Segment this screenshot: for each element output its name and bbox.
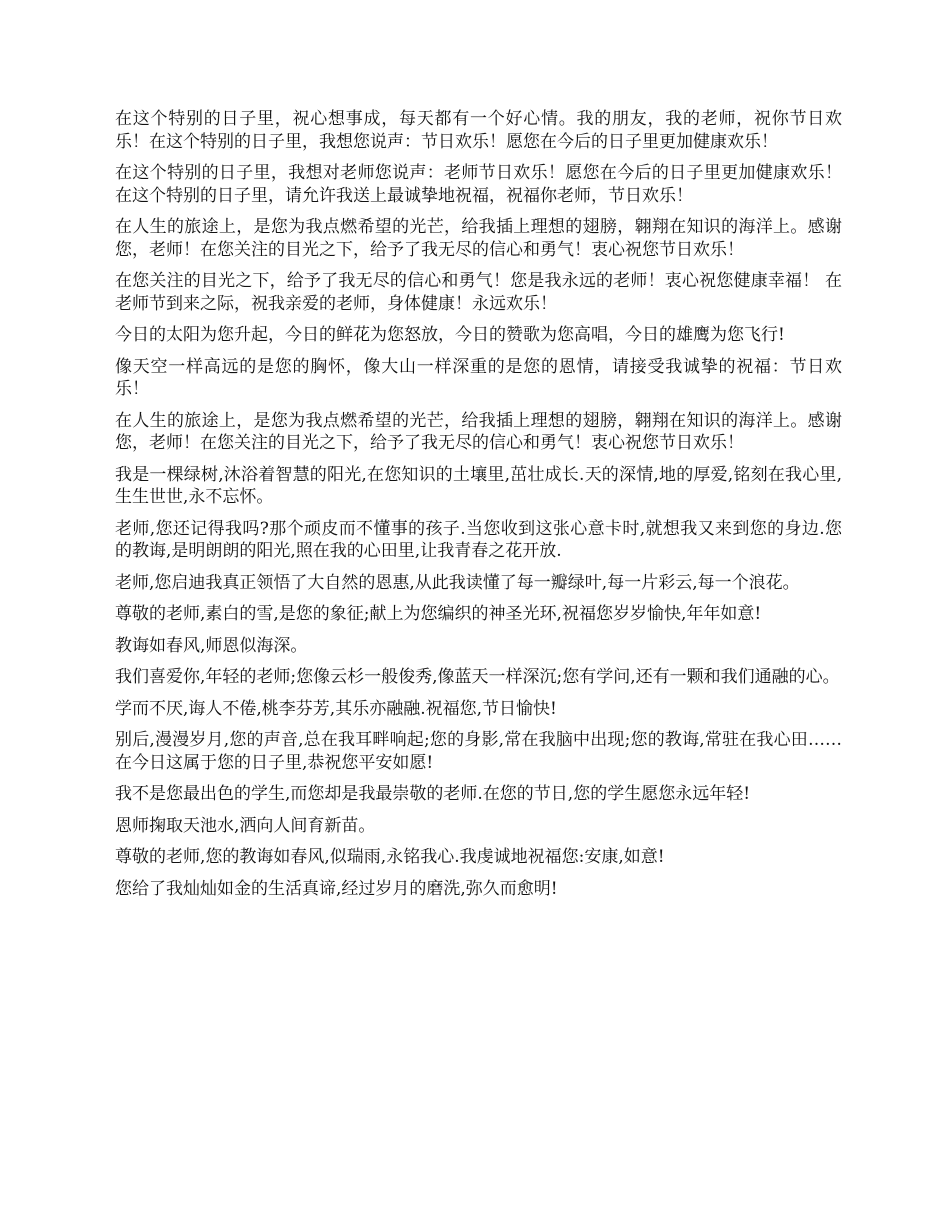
- document-body: [115, 108, 842, 909]
- paragraph-16: 我不是您最出色的学生,而您却是我最崇敬的老师.在您的节日,您的学生愿您永远年轻!: [115, 784, 751, 804]
- paragraph-13: 我们喜爱你,年轻的老师;您像云杉一般俊秀,像蓝天一样深沉;您有学问,还有一颗和我们通融的心。: [115, 667, 840, 687]
- paragraph-14: 学而不厌,诲人不倦,桃李芬芳,其乐亦融融.祝福您,节日愉快!: [115, 698, 557, 719]
- paragraph-12: 教诲如春风,师恩似海深。: [115, 635, 308, 656]
- paragraph-17: 恩师掬取天池水,洒向人间育新苗。: [115, 815, 376, 836]
- paragraph-2: 在这个特别的日子里，我想对老师您说声：老师节日欢乐！愿您在今后的日子里更加健康欢乐！在这个特别的日子里，请允许我送上最诚挚地祝福，祝福你老师，节日欢乐！: [115, 163, 842, 206]
- paragraph-8: 我是一棵绿树,沐浴着智慧的阳光,在您知识的土壤里,茁壮成长.天的深情,地的厚爱,铭刻在我心里,生生世世,永不忘怀。: [115, 464, 842, 507]
- paragraph-3: 在人生的旅途上，是您为我点燃希望的光芒，给我插上理想的翅膀，翱翔在知识的海洋上。感谢您，老师！在您关注的目光之下，给予了我无尽的信心和勇气！衷心祝您节日欢乐！: [115, 217, 842, 260]
- paragraph-4: 在您关注的目光之下，给予了我无尽的信心和勇气！您是我永远的老师！衷心祝您健康幸福！ 在老师节到来之际，祝我亲爱的老师，身体健康！永远欢乐！: [115, 271, 842, 314]
- paragraph-6: 像天空一样高远的是您的胸怀，像大山一样深重的是您的恩情，请接受我诚挚的祝福：节日欢乐！: [115, 356, 842, 399]
- paragraph-11: 尊敬的老师,素白的雪,是您的象征;献上为您编织的神圣光环,祝福您岁岁愉快,年年如意!: [115, 604, 762, 624]
- paragraph-9: 老师,您还记得我吗?那个顽皮而不懂事的孩子.当您收到这张心意卡时,就想我又来到您的身边.您的教诲,是明朗朗的阳光,照在我的心田里,让我青春之花开放.: [115, 518, 842, 561]
- paragraph-7: 在人生的旅途上，是您为我点燃希望的光芒，给我插上理想的翅膀，翱翔在知识的海洋上。感谢您，老师！在您关注的目光之下，给予了我无尽的信心和勇气！衷心祝您节日欢乐！: [115, 410, 842, 453]
- paragraph-1: 在这个特别的日子里，祝心想事成，每天都有一个好心情。我的朋友，我的老师，祝你节日欢乐！在这个特别的日子里，我想您说声：节日欢乐！愿您在今后的日子里更加健康欢乐！: [115, 109, 842, 152]
- paragraph-19: 您给了我灿灿如金的生活真谛,经过岁月的磨洗,弥久而愈明!: [115, 878, 558, 899]
- paragraph-18: 尊敬的老师,您的教诲如春风,似瑞雨,永铭我心.我虔诚地祝福您:安康,如意!: [115, 847, 665, 867]
- paragraph-15: 别后,漫漫岁月,您的声音,总在我耳畔响起;您的身影,常在我脑中出现;您的教诲,常驻在我心田……在今日这属于您的日子里,恭祝您平安如愿!: [115, 730, 842, 773]
- paragraph-10: 老师,您启迪我真正领悟了大自然的恩惠,从此我读懂了每一瓣绿叶,每一片彩云,每一个浪花。: [115, 572, 800, 593]
- paragraph-5: 今日的太阳为您升起，今日的鲜花为您怒放，今日的赞歌为您高唱，今日的雄鹰为您飞行!: [115, 325, 785, 345]
